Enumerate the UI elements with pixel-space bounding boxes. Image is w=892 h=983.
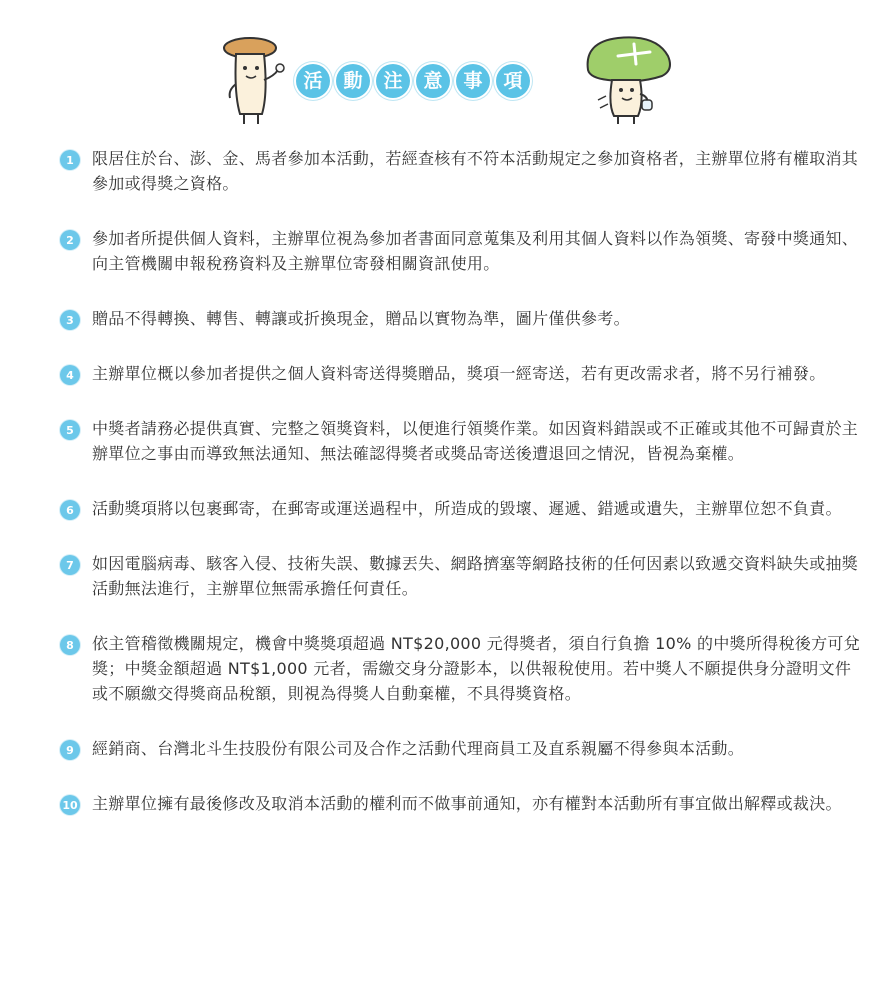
- title-char: 注: [376, 64, 410, 98]
- rule-item: [60, 416, 860, 466]
- rule-text: 主辦單位擁有最後修改及取消本活動的權利而不做事前通知，亦有權對本活動所有事宜做出解釋或裁決。: [92, 794, 842, 813]
- rule-item: [60, 496, 860, 521]
- rule-text: 贈品不得轉換、轉售、轉讓或折換現金，贈品以實物為準，圖片僅供參考。: [92, 309, 630, 328]
- rule-item: [60, 736, 860, 761]
- mushroom-mascot-left-icon: [212, 34, 292, 126]
- rule-text: 經銷商、台灣北斗生技股份有限公司及合作之活動代理商員工及直系親屬不得參與本活動。: [92, 739, 745, 758]
- rule-item: [60, 361, 860, 386]
- title-char: 意: [416, 64, 450, 98]
- number-badge: 2: [60, 230, 80, 250]
- rule-item: [60, 551, 860, 601]
- rule-text: 限居住於台、澎、金、馬者參加本活動，若經查核有不符本活動規定之參加資格者，主辦單位將有權取消其參加或得獎之資格。: [92, 149, 859, 193]
- rule-text: 中獎者請務必提供真實、完整之領獎資料，以便進行領獎作業。如因資料錯誤或不正確或其他不可歸責於主辦單位之事由而導致無法通知、無法確認得獎者或獎品寄送後遭退回之情況，皆視為棄權。: [92, 419, 859, 463]
- rule-item: [60, 631, 860, 706]
- number-badge: 7: [60, 555, 80, 575]
- number-badge: 3: [60, 310, 80, 330]
- number-badge: 10: [60, 795, 80, 815]
- number-badge: 4: [60, 365, 80, 385]
- number-badge: 8: [60, 635, 80, 655]
- rule-text: 主辦單位概以參加者提供之個人資料寄送得獎贈品，獎項一經寄送，若有更改需求者，將不另行補發。: [92, 364, 826, 383]
- title-char: 活: [296, 64, 330, 98]
- rule-text: 如因電腦病毒、駭客入侵、技術失誤、數據丟失、網路擠塞等網路技術的任何因素以致遞交資料缺失或抽獎活動無法進行，主辦單位無需承擔任何責任。: [92, 554, 859, 598]
- number-badge: 1: [60, 150, 80, 170]
- rule-text: 活動獎項將以包裹郵寄，在郵寄或運送過程中，所造成的毀壞、遲遞、錯遞或遺失，主辦單位恕不負責。: [92, 499, 842, 518]
- header: [0, 30, 892, 130]
- rule-item: [60, 146, 860, 196]
- rule-text: 依主管稽徵機關規定，機會中獎獎項超過 NT$20,000 元得獎者，須自行負擔 10% 的中獎所得稅後方可兌獎；中獎金額超過 NT$1,000 元者，需繳交身分證影本，以供報稅使用。若中獎人不願提供身分證明文件或不願繳交得獎商品稅額，則視為得獎人自動棄權，不具得獎資格。: [92, 634, 861, 703]
- title-char: 項: [496, 64, 530, 98]
- rule-text: 參加者所提供個人資料，主辦單位視為參加者書面同意蒐集及利用其個人資料以作為領獎、寄發中獎通知、向主管機關申報稅務資料及主辦單位寄發相關資訊使用。: [92, 229, 859, 273]
- rule-item: [60, 306, 860, 331]
- mushroom-mascot-right-icon: [578, 30, 678, 126]
- title-char: 事: [456, 64, 490, 98]
- title-char: 動: [336, 64, 370, 98]
- number-badge: 5: [60, 420, 80, 440]
- title: [296, 64, 530, 98]
- number-badge: 6: [60, 500, 80, 520]
- rule-item: [60, 226, 860, 276]
- rules-list: [60, 146, 860, 846]
- number-badge: 9: [60, 740, 80, 760]
- rule-item: [60, 791, 860, 816]
